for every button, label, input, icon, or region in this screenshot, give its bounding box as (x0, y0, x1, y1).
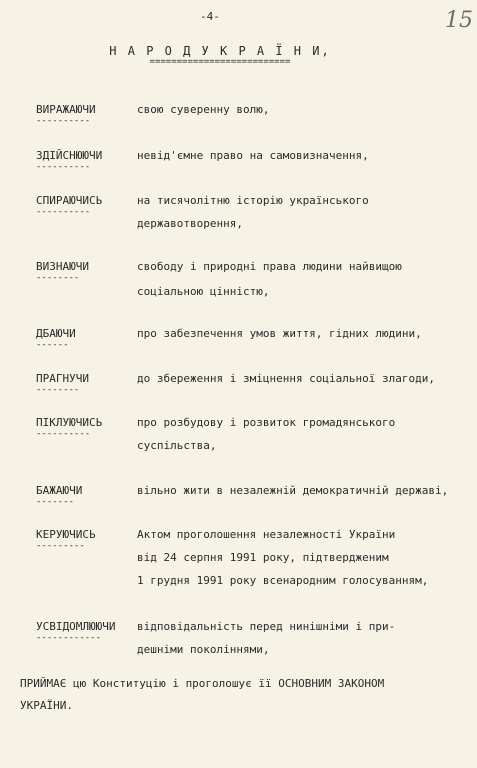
clause-line: суспільства, (137, 439, 217, 452)
clause-term: ВИЗНАЮЧИ -------- (36, 260, 89, 283)
clause-line: свою суверенну волю, (137, 103, 270, 116)
clause-line: свободу і природні права людини найвищою (137, 260, 402, 273)
term-underline: ------------ (36, 633, 102, 643)
clause-line: державотворення, (137, 217, 243, 230)
term-underline: ------- (36, 497, 74, 507)
title-underline: ========================== (149, 57, 291, 67)
term-underline: ---------- (36, 116, 91, 126)
clause-term: КЕРУЮЧИСЬ --------- (36, 528, 96, 551)
clause-term: СПИРАЮЧИСЬ ---------- (36, 194, 103, 217)
closing-line: ПРИЙМАЄ цю Конституцію і проголошує її ОСНОВНИМ ЗАКОНОМ (20, 677, 385, 690)
clause-line: Актом проголошення незалежності України (137, 528, 396, 541)
clause-line: відповідальність перед нинішніми і при- (137, 620, 396, 633)
document-title: Н А Р О Д У К Р А Ї Н И, (109, 44, 331, 58)
closing-line: УКРАЇНИ. (20, 699, 73, 712)
clause-term: БАЖАЮЧИ ------- (36, 484, 83, 507)
term-underline: -------- (36, 385, 80, 395)
handwritten-folio-number: 15 (445, 8, 473, 33)
clause-line: від 24 серпня 1991 року, підтвердженим (137, 551, 389, 564)
clause-term: ЗДІЙСНЮЮЧИ ---------- (36, 149, 103, 172)
term-underline: -------- (36, 273, 80, 283)
clause-line: до збереження і зміцнення соціальної злагоди, (137, 372, 436, 385)
term-underline: ---------- (36, 162, 91, 172)
clause-line: 1 грудня 1991 року всенародним голосуванням, (137, 574, 429, 587)
page-number: -4- (200, 10, 220, 23)
term-underline: ---------- (36, 429, 91, 439)
clause-line: дешніми поколіннями, (137, 643, 270, 656)
term-underline: ---------- (36, 207, 91, 217)
clause-term: УСВІДОМЛЮЮЧИ ------------ (36, 620, 116, 643)
clause-term: ПІКЛУЮЧИСЬ ---------- (36, 416, 103, 439)
clause-line: на тисячолітню історію українського (137, 194, 369, 207)
clause-line: невід'ємне право на самовизначення, (137, 149, 369, 162)
clause-line: про забезпечення умов життя, гідних людини, (137, 327, 422, 340)
clause-line: про розбудову і розвиток громадянського (137, 416, 396, 429)
term-underline: ------ (36, 340, 69, 350)
clause-term: ПРАГНУЧИ -------- (36, 372, 89, 395)
clause-line: соціальною цінністю, (137, 285, 270, 298)
clause-term: ВИРАЖАЮЧИ ---------- (36, 103, 96, 126)
term-underline: --------- (36, 541, 85, 551)
clause-line: вільно жити в незалежній демократичній державі, (137, 484, 449, 497)
clause-term: ДБАЮЧИ ------ (36, 327, 76, 350)
